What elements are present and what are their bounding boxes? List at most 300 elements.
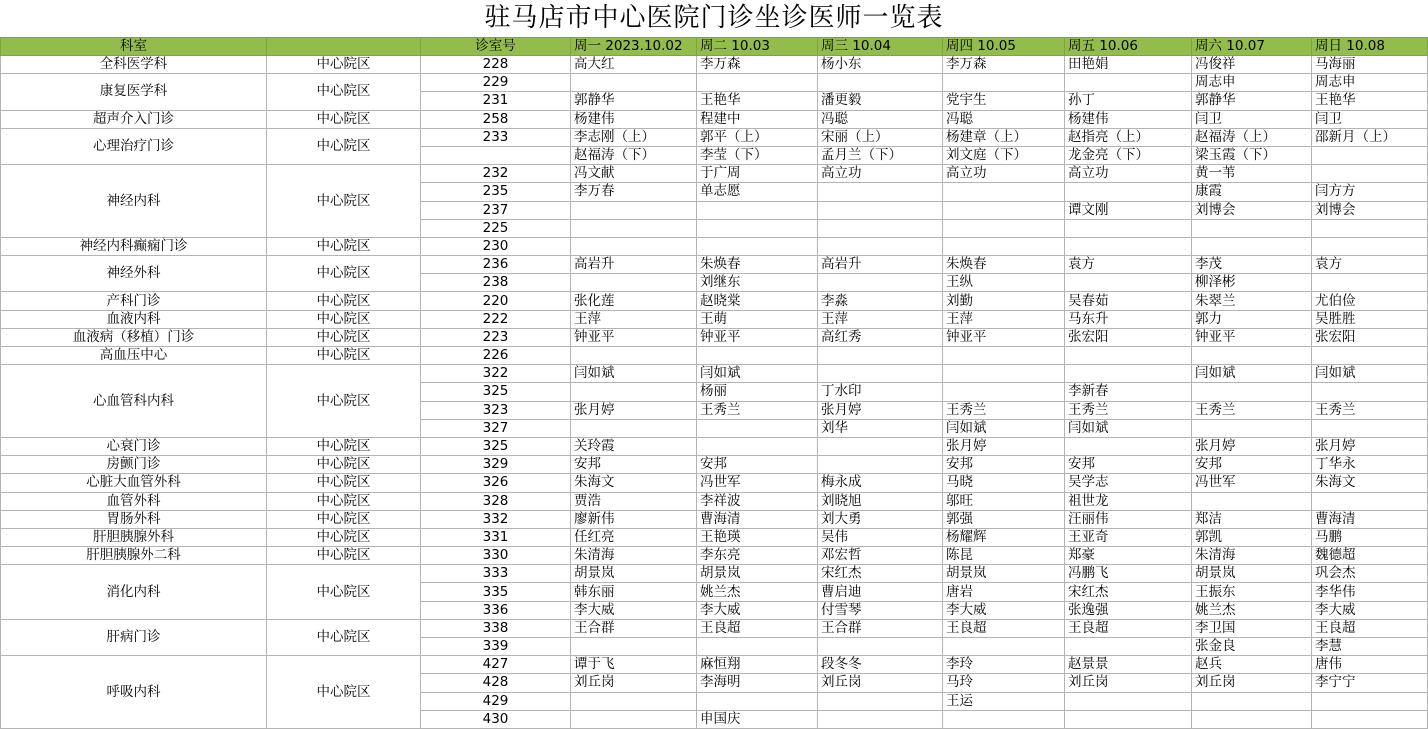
doctor-cell (1065, 274, 1192, 292)
table-row (1, 165, 1428, 183)
table-row (1, 492, 1428, 510)
room-cell: 238 (421, 274, 571, 292)
doctor-cell (818, 456, 943, 474)
doctor-cell (818, 638, 943, 656)
doctor-cell: 李卫国 (1192, 619, 1312, 637)
doctor-cell: 赵兵 (1192, 656, 1312, 674)
doctor-cell: 杨小东 (818, 56, 943, 74)
doctor-cell: 邓宏哲 (818, 547, 943, 565)
doctor-cell: 安邦 (1065, 456, 1192, 474)
doctor-cell (571, 347, 697, 365)
campus-cell: 中心院区 (267, 347, 421, 365)
campus-cell: 中心院区 (267, 128, 421, 164)
doctor-cell: 张宏阳 (1065, 328, 1192, 346)
dept-cell: 超声介入门诊 (1, 110, 267, 128)
doctor-cell (571, 692, 697, 710)
doctor-cell: 王艳华 (1312, 92, 1428, 110)
doctor-cell: 高立功 (818, 165, 943, 183)
doctor-cell: 唐伟 (1312, 656, 1428, 674)
doctor-cell (571, 419, 697, 437)
doctor-cell (697, 201, 818, 219)
doctor-cell: 谭于飞 (571, 656, 697, 674)
doctor-cell: 姚兰杰 (1192, 601, 1312, 619)
dept-cell: 呼吸内科 (1, 656, 267, 729)
header-fri: 周五 10.06 (1065, 38, 1192, 56)
doctor-cell: 张宏阳 (1312, 328, 1428, 346)
doctor-cell: 田艳娟 (1065, 56, 1192, 74)
header-room: 诊室号 (421, 38, 571, 56)
room-cell: 427 (421, 656, 571, 674)
doctor-cell (1192, 383, 1312, 401)
doctor-cell: 党宇生 (943, 92, 1065, 110)
doctor-cell: 王秀兰 (1312, 401, 1428, 419)
doctor-cell (818, 692, 943, 710)
room-cell: 228 (421, 56, 571, 74)
doctor-cell: 冯世军 (697, 474, 818, 492)
doctor-cell: 朱海文 (1312, 474, 1428, 492)
doctor-cell: 李大威 (943, 601, 1065, 619)
doctor-cell: 吴春茹 (1065, 292, 1192, 310)
room-cell: 430 (421, 710, 571, 728)
room-cell: 233 (421, 128, 571, 146)
doctor-cell: 张月婷 (943, 437, 1065, 455)
doctor-cell: 马东升 (1065, 310, 1192, 328)
dept-cell: 肝胆胰腺外科 (1, 528, 267, 546)
campus-cell: 中心院区 (267, 656, 421, 729)
doctor-cell: 钟亚平 (697, 328, 818, 346)
doctor-cell: 关玲霞 (571, 437, 697, 455)
doctor-cell: 廖新伟 (571, 510, 697, 528)
doctor-cell: 尤伯俭 (1312, 292, 1428, 310)
doctor-cell: 姚兰杰 (697, 583, 818, 601)
room-cell (421, 146, 571, 164)
doctor-cell (818, 219, 943, 237)
dept-cell: 肝胆胰腺外二科 (1, 547, 267, 565)
dept-cell: 血管外科 (1, 492, 267, 510)
room-cell: 222 (421, 310, 571, 328)
doctor-cell: 王合群 (818, 619, 943, 637)
doctor-cell: 杨建伟 (1065, 110, 1192, 128)
dept-cell: 康复医学科 (1, 74, 267, 110)
doctor-cell: 朱焕春 (697, 256, 818, 274)
room-cell: 330 (421, 547, 571, 565)
doctor-cell: 李志刚（上） (571, 128, 697, 146)
campus-cell: 中心院区 (267, 310, 421, 328)
doctor-cell: 刘继东 (697, 274, 818, 292)
doctor-cell: 吴学志 (1065, 474, 1192, 492)
room-cell: 258 (421, 110, 571, 128)
doctor-cell: 钟亚平 (1192, 328, 1312, 346)
doctor-cell: 程建中 (697, 110, 818, 128)
dept-cell: 产科门诊 (1, 292, 267, 310)
doctor-cell: 赵景景 (1065, 656, 1192, 674)
doctor-cell: 郑洁 (1192, 510, 1312, 528)
doctor-cell (1312, 710, 1428, 728)
doctor-cell: 梁玉霞（下） (1192, 146, 1312, 164)
doctor-cell: 安邦 (697, 456, 818, 474)
doctor-cell: 王合群 (571, 619, 697, 637)
dept-cell: 血液内科 (1, 310, 267, 328)
doctor-cell: 张月婷 (571, 401, 697, 419)
doctor-cell: 王亚奇 (1065, 528, 1192, 546)
doctor-cell (697, 74, 818, 92)
doctor-cell: 冯文献 (571, 165, 697, 183)
doctor-cell (943, 347, 1065, 365)
doctor-cell (1312, 274, 1428, 292)
doctor-cell: 李祥波 (697, 492, 818, 510)
doctor-cell (1065, 74, 1192, 92)
room-cell: 232 (421, 165, 571, 183)
doctor-cell (1312, 219, 1428, 237)
doctor-cell: 于广周 (697, 165, 818, 183)
doctor-cell: 马海丽 (1312, 56, 1428, 74)
doctor-cell: 冯俊祥 (1192, 56, 1312, 74)
doctor-cell (943, 638, 1065, 656)
dept-cell: 高血压中心 (1, 347, 267, 365)
room-cell: 428 (421, 674, 571, 692)
table-row (1, 365, 1428, 383)
doctor-cell: 李大威 (697, 601, 818, 619)
doctor-cell (1065, 365, 1192, 383)
header-tue: 周二 10.03 (697, 38, 818, 56)
doctor-cell: 闫如斌 (571, 365, 697, 383)
doctor-cell: 王运 (943, 692, 1065, 710)
doctor-cell: 钟亚平 (943, 328, 1065, 346)
campus-cell: 中心院区 (267, 56, 421, 74)
dept-cell: 神经内科癫痫门诊 (1, 237, 267, 255)
table-row (1, 328, 1428, 346)
room-cell: 322 (421, 365, 571, 383)
room-cell: 237 (421, 201, 571, 219)
doctor-cell: 周志申 (1312, 74, 1428, 92)
doctor-cell: 冯聪 (818, 110, 943, 128)
table-row (1, 437, 1428, 455)
doctor-cell: 赵福涛（下） (571, 146, 697, 164)
table-row (1, 528, 1428, 546)
table-row (1, 510, 1428, 528)
doctor-cell: 刘博会 (1312, 201, 1428, 219)
campus-cell: 中心院区 (267, 110, 421, 128)
doctor-cell: 韩东丽 (571, 583, 697, 601)
doctor-cell (818, 74, 943, 92)
doctor-cell (697, 219, 818, 237)
room-cell: 226 (421, 347, 571, 365)
doctor-cell (1065, 638, 1192, 656)
dept-cell: 全科医学科 (1, 56, 267, 74)
doctor-cell: 钟亚平 (571, 328, 697, 346)
doctor-cell: 李宁宁 (1312, 674, 1428, 692)
doctor-cell: 赵指亮（上） (1065, 128, 1192, 146)
table-row (1, 310, 1428, 328)
doctor-cell (1065, 710, 1192, 728)
doctor-cell: 闫如斌 (1192, 365, 1312, 383)
doctor-cell: 龙金亮（下） (1065, 146, 1192, 164)
doctor-cell (697, 237, 818, 255)
doctor-cell: 张逸强 (1065, 601, 1192, 619)
doctor-cell (943, 183, 1065, 201)
doctor-cell (818, 274, 943, 292)
doctor-cell: 孟月兰（下） (818, 146, 943, 164)
dept-cell: 神经内科 (1, 165, 267, 238)
doctor-cell: 高岩升 (571, 256, 697, 274)
doctor-cell: 祖世龙 (1065, 492, 1192, 510)
doctor-cell: 王秀兰 (1065, 401, 1192, 419)
doctor-cell: 王良超 (1065, 619, 1192, 637)
room-cell: 236 (421, 256, 571, 274)
schedule-table (0, 37, 1428, 729)
doctor-cell: 刘丘岗 (571, 674, 697, 692)
doctor-cell: 李万春 (571, 183, 697, 201)
doctor-cell (818, 437, 943, 455)
doctor-cell: 冯聪 (943, 110, 1065, 128)
doctor-cell: 周志申 (1192, 74, 1312, 92)
doctor-cell: 唐岩 (943, 583, 1065, 601)
doctor-cell: 李东亮 (697, 547, 818, 565)
doctor-cell: 胡景岚 (943, 565, 1065, 583)
doctor-cell (943, 201, 1065, 219)
doctor-cell: 宋丽（上） (818, 128, 943, 146)
doctor-cell: 闫如斌 (1065, 419, 1192, 437)
dept-cell: 胃肠外科 (1, 510, 267, 528)
doctor-cell (818, 237, 943, 255)
doctor-cell (571, 383, 697, 401)
room-cell: 333 (421, 565, 571, 583)
doctor-cell: 王萍 (943, 310, 1065, 328)
doctor-cell: 吴伟 (818, 528, 943, 546)
doctor-cell (571, 237, 697, 255)
doctor-cell: 宋红杰 (1065, 583, 1192, 601)
table-row (1, 292, 1428, 310)
doctor-cell: 袁方 (1065, 256, 1192, 274)
doctor-cell: 刘丘岗 (1192, 674, 1312, 692)
doctor-cell (571, 201, 697, 219)
doctor-cell: 张月婷 (818, 401, 943, 419)
dept-cell: 消化内科 (1, 565, 267, 620)
dept-cell: 心脏大血管外科 (1, 474, 267, 492)
doctor-cell (1065, 437, 1192, 455)
doctor-cell: 王艳瑛 (697, 528, 818, 546)
table-row (1, 56, 1428, 74)
doctor-cell: 曹启迪 (818, 583, 943, 601)
doctor-cell (1312, 237, 1428, 255)
doctor-cell (571, 710, 697, 728)
doctor-cell (818, 183, 943, 201)
doctor-cell: 张金良 (1192, 638, 1312, 656)
doctor-cell (1312, 165, 1428, 183)
doctor-cell (571, 74, 697, 92)
doctor-cell: 李海明 (697, 674, 818, 692)
doctor-cell: 刘丘岗 (1065, 674, 1192, 692)
doctor-cell: 李玲 (943, 656, 1065, 674)
table-row (1, 547, 1428, 565)
doctor-cell: 李大威 (571, 601, 697, 619)
doctor-cell: 王艳华 (697, 92, 818, 110)
header-row (1, 38, 1428, 56)
doctor-cell: 李万森 (943, 56, 1065, 74)
doctor-cell (1192, 219, 1312, 237)
doctor-cell: 马玲 (943, 674, 1065, 692)
doctor-cell: 袁方 (1312, 256, 1428, 274)
doctor-cell: 宋红杰 (818, 565, 943, 583)
doctor-cell: 任红亮 (571, 528, 697, 546)
doctor-cell (1065, 692, 1192, 710)
room-cell: 325 (421, 437, 571, 455)
doctor-cell: 李新春 (1065, 383, 1192, 401)
doctor-cell: 郭静华 (571, 92, 697, 110)
doctor-cell (943, 74, 1065, 92)
header-wed: 周三 10.04 (818, 38, 943, 56)
campus-cell: 中心院区 (267, 510, 421, 528)
doctor-cell: 张化莲 (571, 292, 697, 310)
doctor-cell: 郭强 (943, 510, 1065, 528)
room-cell: 339 (421, 638, 571, 656)
header-campus (267, 38, 421, 56)
doctor-cell: 冯鹏飞 (1065, 565, 1192, 583)
doctor-cell (1065, 347, 1192, 365)
doctor-cell: 杨耀辉 (943, 528, 1065, 546)
doctor-cell (1192, 692, 1312, 710)
doctor-cell: 梅永成 (818, 474, 943, 492)
header-dept: 科室 (1, 38, 267, 56)
doctor-cell: 贾浩 (571, 492, 697, 510)
doctor-cell: 胡景岚 (1192, 565, 1312, 583)
dept-cell: 心理治疗门诊 (1, 128, 267, 164)
doctor-cell: 李慧 (1312, 638, 1428, 656)
doctor-cell: 邬旺 (943, 492, 1065, 510)
page-title: 驻马店市中心医院门诊坐诊医师一览表 (484, 3, 944, 33)
doctor-cell (943, 219, 1065, 237)
room-cell: 235 (421, 183, 571, 201)
doctor-cell: 麻恒翔 (697, 656, 818, 674)
campus-cell: 中心院区 (267, 474, 421, 492)
dept-cell: 血液病（移植）门诊 (1, 328, 267, 346)
doctor-cell: 胡景岚 (571, 565, 697, 583)
doctor-cell: 朱清海 (1192, 547, 1312, 565)
doctor-cell: 曹海清 (697, 510, 818, 528)
table-row (1, 74, 1428, 92)
doctor-cell: 巩会杰 (1312, 565, 1428, 583)
table-row (1, 619, 1428, 637)
doctor-cell: 郭静华 (1192, 92, 1312, 110)
doctor-cell: 张月婷 (1312, 437, 1428, 455)
room-cell: 323 (421, 401, 571, 419)
doctor-cell: 李万森 (697, 56, 818, 74)
doctor-cell: 刘华 (818, 419, 943, 437)
doctor-cell (1312, 492, 1428, 510)
room-cell: 331 (421, 528, 571, 546)
room-cell: 336 (421, 601, 571, 619)
doctor-cell: 付雪琴 (818, 601, 943, 619)
doctor-cell: 杨建伟 (571, 110, 697, 128)
room-cell: 225 (421, 219, 571, 237)
doctor-cell: 朱翠兰 (1192, 292, 1312, 310)
room-cell: 328 (421, 492, 571, 510)
doctor-cell: 王良超 (1312, 619, 1428, 637)
doctor-cell: 刘晓旭 (818, 492, 943, 510)
table-row (1, 565, 1428, 583)
doctor-cell: 谭文刚 (1065, 201, 1192, 219)
doctor-cell: 刘博会 (1192, 201, 1312, 219)
doctor-cell: 闫卫 (1192, 110, 1312, 128)
table-row (1, 474, 1428, 492)
doctor-cell (818, 347, 943, 365)
campus-cell: 中心院区 (267, 292, 421, 310)
room-cell: 231 (421, 92, 571, 110)
doctor-cell (697, 692, 818, 710)
doctor-cell (571, 638, 697, 656)
doctor-cell: 赵晓棠 (697, 292, 818, 310)
doctor-cell (1312, 692, 1428, 710)
doctor-cell (697, 638, 818, 656)
doctor-cell: 杨建章（上） (943, 128, 1065, 146)
doctor-cell (1192, 710, 1312, 728)
doctor-cell (943, 383, 1065, 401)
doctor-cell: 杨丽 (697, 383, 818, 401)
campus-cell: 中心院区 (267, 565, 421, 620)
doctor-cell (1312, 383, 1428, 401)
doctor-cell: 单志愿 (697, 183, 818, 201)
doctor-cell (943, 710, 1065, 728)
doctor-cell: 高立功 (1065, 165, 1192, 183)
doctor-cell: 王萌 (697, 310, 818, 328)
campus-cell: 中心院区 (267, 237, 421, 255)
doctor-cell: 王良超 (697, 619, 818, 637)
table-row (1, 347, 1428, 365)
doctor-cell: 安邦 (1192, 456, 1312, 474)
doctor-cell: 郑豪 (1065, 547, 1192, 565)
doctor-cell: 黄一苇 (1192, 165, 1312, 183)
doctor-cell: 王振东 (1192, 583, 1312, 601)
doctor-cell: 闫方方 (1312, 183, 1428, 201)
doctor-cell (818, 201, 943, 219)
doctor-cell: 郭凯 (1192, 528, 1312, 546)
doctor-cell: 安邦 (943, 456, 1065, 474)
doctor-cell (818, 365, 943, 383)
header-mon: 周一 2023.10.02 (571, 38, 697, 56)
doctor-cell: 高大红 (571, 56, 697, 74)
doctor-cell (571, 219, 697, 237)
doctor-cell: 魏德超 (1312, 547, 1428, 565)
campus-cell: 中心院区 (267, 528, 421, 546)
doctor-cell: 马鹏 (1312, 528, 1428, 546)
doctor-cell (571, 274, 697, 292)
doctor-cell: 刘大勇 (818, 510, 943, 528)
doctor-cell: 高红秀 (818, 328, 943, 346)
doctor-cell (697, 437, 818, 455)
doctor-cell (1192, 419, 1312, 437)
table-row (1, 456, 1428, 474)
doctor-cell: 吴胜胜 (1312, 310, 1428, 328)
room-cell: 230 (421, 237, 571, 255)
campus-cell: 中心院区 (267, 256, 421, 292)
doctor-cell: 曹海清 (1312, 510, 1428, 528)
campus-cell: 中心院区 (267, 456, 421, 474)
doctor-cell: 高立功 (943, 165, 1065, 183)
doctor-cell (818, 710, 943, 728)
doctor-cell (1312, 347, 1428, 365)
room-cell: 332 (421, 510, 571, 528)
doctor-cell (697, 347, 818, 365)
dept-cell: 房颤门诊 (1, 456, 267, 474)
doctor-cell (1192, 237, 1312, 255)
doctor-cell: 李大威 (1312, 601, 1428, 619)
doctor-cell (1192, 347, 1312, 365)
doctor-cell: 李莹（下） (697, 146, 818, 164)
room-cell: 220 (421, 292, 571, 310)
room-cell: 327 (421, 419, 571, 437)
doctor-cell (943, 365, 1065, 383)
doctor-cell: 潘更毅 (818, 92, 943, 110)
